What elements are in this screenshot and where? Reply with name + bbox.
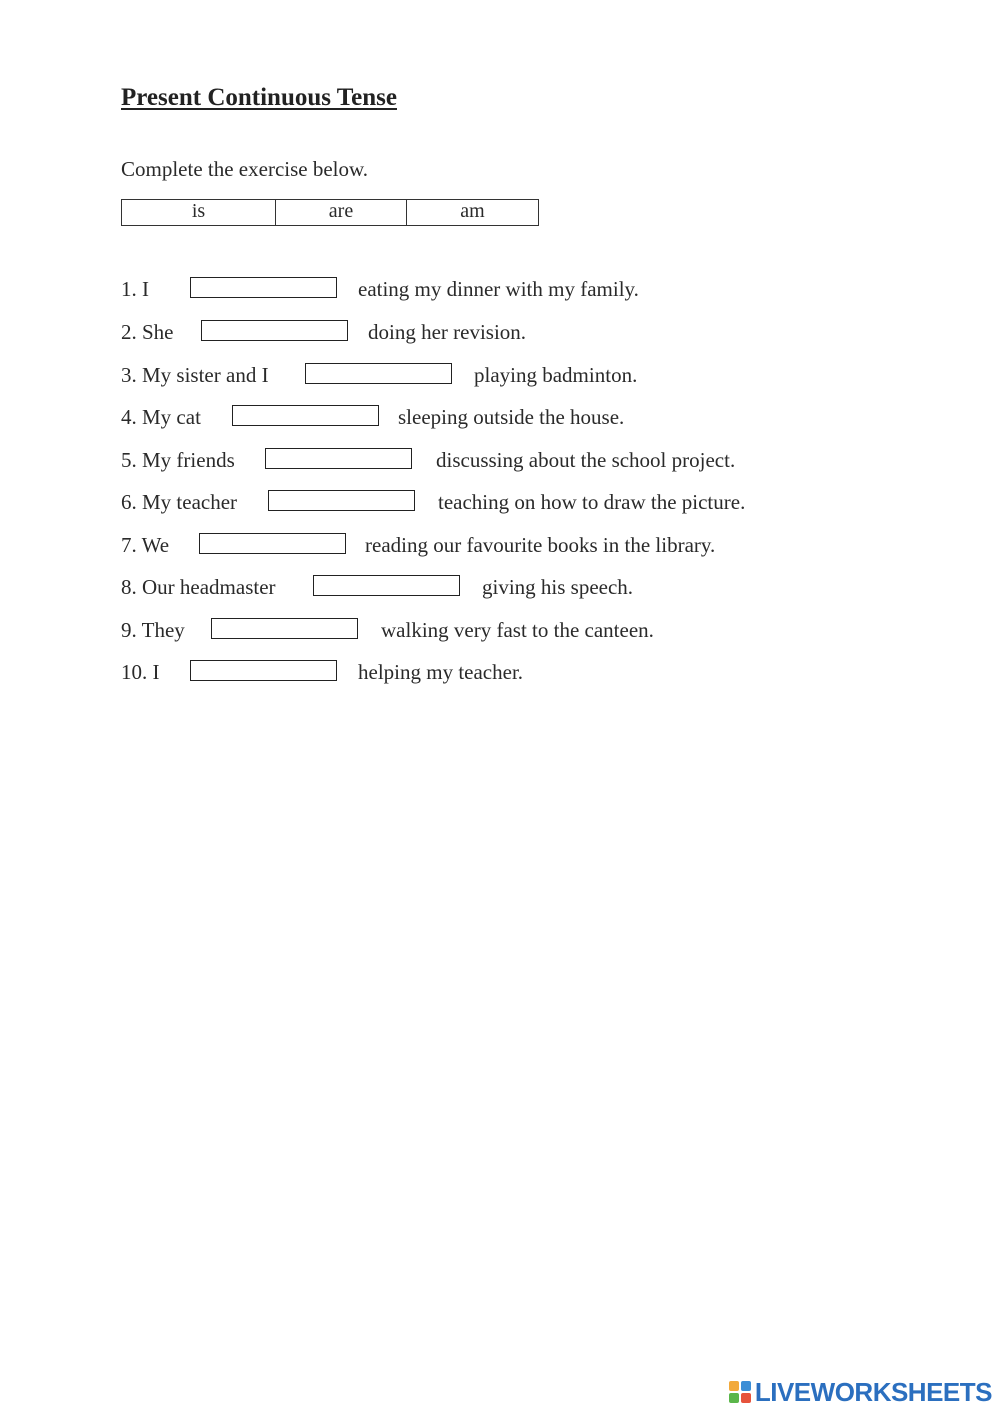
logo-text: LIVEWORKSHEETS — [754, 1376, 992, 1407]
answer-input-1[interactable] — [190, 277, 337, 298]
question-row-2 — [121, 319, 861, 345]
question-lead: 1. I — [121, 277, 149, 301]
answer-input-7[interactable] — [199, 533, 346, 554]
instruction-text: Complete the exercise below. — [121, 157, 369, 181]
answer-input-8[interactable] — [313, 575, 460, 596]
answer-input-5[interactable] — [265, 448, 412, 469]
answer-input-6[interactable] — [268, 490, 415, 511]
question-lead: 7. We — [121, 533, 170, 557]
question-lead: 4. My cat — [121, 405, 201, 429]
question-row-4 — [121, 404, 861, 430]
question-row-10 — [121, 659, 861, 685]
answer-input-9[interactable] — [211, 618, 358, 639]
question-row-8 — [121, 574, 861, 600]
question-tail: helping my teacher. — [358, 660, 524, 684]
worksheet-title: Present Continuous Tense — [121, 84, 397, 111]
question-lead: 8. Our headmaster — [121, 575, 276, 599]
question-row-3 — [121, 362, 861, 388]
word-bank-cell-are: are — [276, 200, 407, 225]
question-lead: 6. My teacher — [121, 490, 238, 514]
answer-input-3[interactable] — [305, 363, 452, 384]
question-tail: reading our favourite books in the library. — [365, 533, 716, 557]
question-row-5 — [121, 447, 861, 473]
word-bank-cell-is: is — [122, 200, 276, 225]
question-tail: giving his speech. — [482, 575, 634, 599]
question-tail: playing badminton. — [474, 363, 638, 387]
question-tail: walking very fast to the canteen. — [381, 618, 654, 642]
question-tail: discussing about the school project. — [436, 448, 736, 472]
word-bank-table — [121, 199, 539, 226]
question-tail: sleeping outside the house. — [398, 405, 625, 429]
question-tail: doing her revision. — [368, 320, 527, 344]
question-tail: teaching on how to draw the picture. — [438, 490, 746, 514]
question-tail: eating my dinner with my family. — [358, 277, 639, 301]
question-row-1 — [121, 276, 861, 302]
question-lead: 3. My sister and I — [121, 363, 269, 387]
question-row-6 — [121, 489, 861, 515]
answer-input-4[interactable] — [232, 405, 379, 426]
answer-input-10[interactable] — [190, 660, 337, 681]
question-lead: 9. They — [121, 618, 185, 642]
question-lead: 10. I — [121, 660, 160, 684]
question-lead: 2. She — [121, 320, 174, 344]
question-row-9 — [121, 617, 861, 643]
answer-input-2[interactable] — [201, 320, 348, 341]
word-bank-cell-am: am — [460, 200, 485, 222]
liveworksheets-logo — [729, 1378, 992, 1406]
liveworksheets-logo-icon — [729, 1381, 751, 1403]
question-row-7 — [121, 532, 861, 558]
question-lead: 5. My friends — [121, 448, 235, 472]
